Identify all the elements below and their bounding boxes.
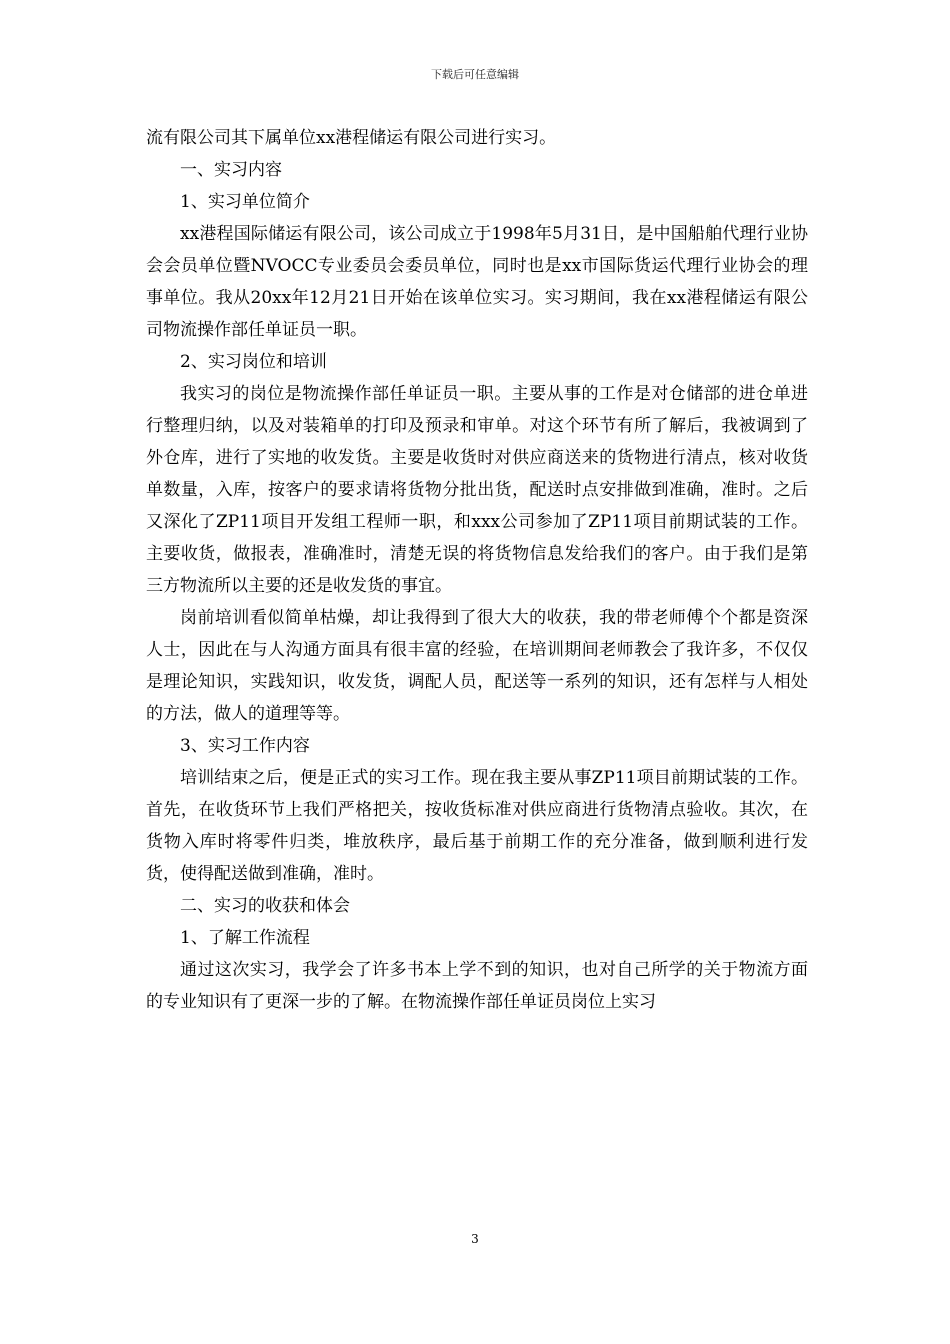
subheading-work-content: 3、实习工作内容 [180, 736, 310, 756]
page-header: 下载后可任意编辑 [431, 68, 519, 81]
paragraph-training: 岗前培训看似简单枯燥，却让我得到了很大大的收获，我的带老师傅个个都是资深人士，因此在与人沟通方面具有很丰富的经验，在培训期间老师教会了我许多，不仅仅是理论知识，实践知识，收发货，调配人员，配送等一系列的知识，还有怎样与人相处的方法，做人的道理等等。 [146, 608, 808, 724]
paragraph-workflow: 通过这次实习，我学会了许多书本上学不到的知识，也对自己所学的关于物流方面的专业知识有了更深一步的了解。在物流操作部任单证员岗位上实习 [146, 960, 808, 1012]
document-body [146, 122, 808, 1018]
paragraph-company-intro: xx港程国际储运有限公司，该公司成立于1998年5月31日，是中国船舶代理行业协会会员单位暨NVOCC专业委员会委员单位，同时也是xx市国际货运代理行业协会的理事单位。我从20xx年12月21日开始在该单位实习。实习期间，我在xx港程储运有限公司物流操作部任单证员一职。 [146, 224, 808, 340]
section-heading-internship-content: 一、实习内容 [180, 160, 282, 180]
subheading-company-intro: 1、实习单位简介 [180, 192, 310, 212]
paragraph-work-content: 培训结束之后，便是正式的实习工作。现在我主要从事ZP11项目前期试装的工作。首先，在收货环节上我们严格把关，按收货标准对供应商进行货物清点验收。其次，在货物入库时将零件归类，堆放秩序，最后基于前期工作的充分准备，做到顺利进行发货，使得配送做到准确，准时。 [146, 768, 808, 884]
section-heading-gains: 二、实习的收获和体会 [180, 896, 350, 916]
paragraph-continuation: 流有限公司其下属单位xx港程储运有限公司进行实习。 [146, 128, 557, 148]
page-number: 3 [471, 1232, 479, 1246]
paragraph-position: 我实习的岗位是物流操作部任单证员一职。主要从事的工作是对仓储部的进仓单进行整理归纳，以及对装箱单的打印及预录和审单。对这个环节有所了解后，我被调到了外仓库，进行了实地的收发货。主要是收货时对供应商送来的货物进行清点，核对收货单数量，入库，按客户的要求请将货物分批出货，配送时点安排做到准确，准时。之后又深化了ZP11项目开发组工程师一职，和xxx公司参加了ZP11项目前期试装的工作。主要收货，做报表，准确准时，清楚无误的将货物信息发给我们的客户。由于我们是第三方物流所以主要的还是收发货的事宜。 [146, 384, 808, 596]
subheading-position-training: 2、实习岗位和培训 [180, 352, 327, 372]
subheading-workflow: 1、了解工作流程 [180, 928, 310, 948]
